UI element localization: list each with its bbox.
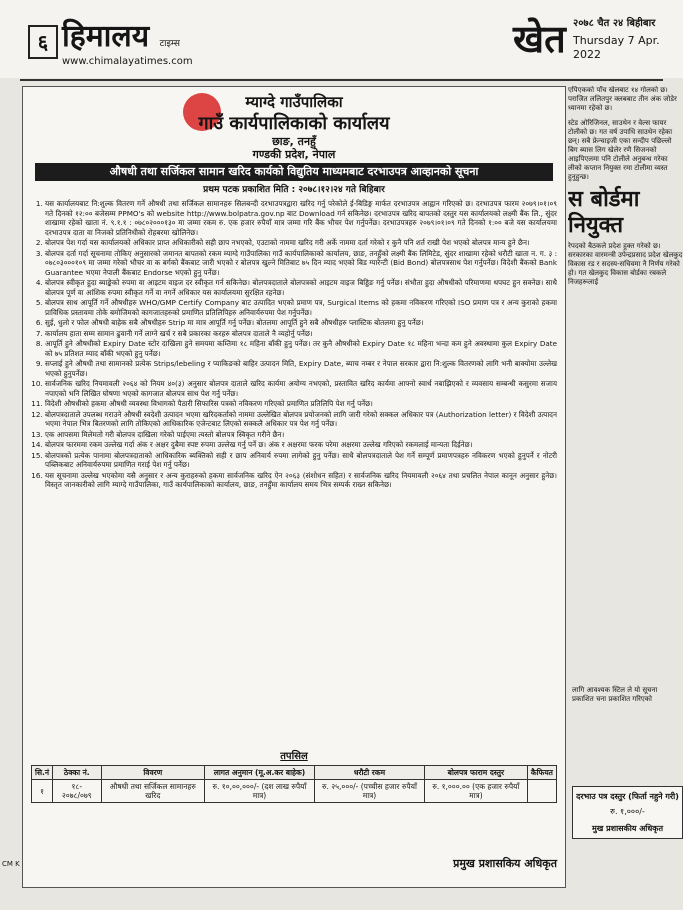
clause: 2. बोलपत्र पेश गर्दा यस कार्यालयको अधिकार प्राप्त अधिकारीको सही छाप नभएको, एउटाको नाममा खरिद गरी अर्के नाममा दर्ता गरेको र कुनै पनि शर्त राखी पेश भएको बोलपत्र मान्य हुने छैन। xyxy=(45,238,557,248)
office-name: गाउँ कार्यपालिकाको कार्यालय xyxy=(198,113,390,134)
header-divider xyxy=(20,79,663,81)
adjacent-column xyxy=(568,86,683,886)
table-header-row xyxy=(32,766,557,780)
brand-subtitle: टाइम्स xyxy=(159,39,180,49)
col-form-fee: बोलपत्र फाराम दस्तुर xyxy=(424,766,527,780)
website-url: www.chimalayatimes.com xyxy=(62,56,193,67)
clause: 1. यस कार्यालयबाट नि:शुल्क वितरण गर्ने औषधी तथा सर्जिकल सामानहरु सिलबन्दी दरभाउपत्रद्वारा खरिद गर्नु परेकोले ई-बिडिङ्ग मार्फत दरभाउपत्र आह्वान गरिएको छ। दरभाउपत्र फारम २०७९।०१।०९ गते दिनको १२:०० बजेसम्म PPMO's को website http://www.bolpatra.gov.np बाट Download गर्न सकिनेछ। दरभाउपत्र खरिद बापतको दस्तुर यस कार्यालयको लक्ष्मी बैंक लि., सुंदर शाखामा रहेको खाता नं. ९.१.१ : ०७८०२०००१३० मा जम्मा रकम रु. एक हजार रुपैयाँ मात्र जम्मा गरि बैंक भौचर पेश गर्नुपर्नेछ। दरभाउपत्रहरु २०७९।०१।०९ गते दिनको १:०० बजे यस कार्यालयमा दरभाउपत्र दाता वा निजको प्रतिनिधीको रोहबरमा खोलिनेछ। xyxy=(45,199,557,237)
clause: 16. यस सूचनामा उल्लेख भएकोमा यसै अनुसार र अन्य कुराहरुको हकमा सार्वजनिक खरिद ऐन २०६३ (संशोधन सहित) र सार्वजनिक खरिद नियमावली २०६४ तथा प्रचलित नेपाल कानून अनुसार हुनेछ। विस्तृत जानकारीको लागि म्याग्दे गाउँपालिका, गाउँ कार्यपालिकाको कार्यालय, छाङ, तनहुँमा कार्यालय समय भित्र सम्पर्क राख्न सकिनेछ। xyxy=(45,471,557,490)
office-place: छाङ, तनहुँ xyxy=(272,135,316,148)
newspaper-brand: हिमालय टाइम्स xyxy=(62,19,180,54)
fee-box-footer: मुख प्रशासकीय अधिकृत xyxy=(591,824,664,833)
col-remarks: कैफियत xyxy=(527,766,556,780)
table-row xyxy=(32,780,557,803)
date-nepali: २०७८ चैत २४ बिहीबार xyxy=(573,18,656,29)
date-english: Thursday 7 Apr. 2022 xyxy=(573,34,660,61)
newspaper-masthead xyxy=(0,0,683,78)
clause: 8. आपूर्ति हुने औषधीको Expiry Date स्टोर दाखिला हुने समयमा कम्तिमा १८ महिना बाँकी हुनु पर्नेछ। तर कुनै औषधीको Expiry Date १८ महिना भन्दा कम हुने अवस्थामा कुल Expiry Date को ७५ प्रतिशत म्याद बाँकी भएको हुनु पर्नेछ। xyxy=(45,339,557,358)
fee-box xyxy=(572,786,683,839)
section-name: खेत xyxy=(513,16,566,61)
col-cost-estimate: लागत अनुमान (मू.अ.कर बाहेक) xyxy=(204,766,314,780)
clause: 12. बोलपत्रदाताले उपलब्ध गराउने औषधी स्वदेशी उत्पादन भएमा खरिदकर्ताको नाममा उल्लेखित बोलपत्र प्रयोजनको लागि जारी गरेको सक्कल अधिकार पत्र (Authorization letter) र विदेशी उत्पादन भएमा नेपाल भित्र बितरणको लागि तोकिएको आधिकारिक एजेन्टबाट लिएको सक्कलै अधिकार पत्र पेश गर्नु पर्नेछ। xyxy=(45,410,557,429)
col-deposit: धरौटी रकम xyxy=(314,766,424,780)
schedule-title: तपसिल xyxy=(280,751,308,762)
fee-box-value: रु. १,०००/- xyxy=(610,807,645,816)
clause: 14. बोलपत्र फारममा रकम उल्लेख गर्दा अंक र अक्षर दुबैमा स्पष्ट रुपमा उल्लेख गर्नु पर्ने छ। अंक र अक्षरमा फरक परेमा अक्षरमा उल्लेख गरिएको रकमलाई मान्यता दिईनेछ। xyxy=(45,440,557,450)
cell-remarks xyxy=(527,780,556,803)
col-sn: सि.नं xyxy=(32,766,53,780)
side-snippet: स्टेड ओरिजिनल, साउथेन र वेल्स फायर टोलीको छ। गत वर्ष उपाधि साउथेन रहेका छन्। सबै फ्रेन्चाइजी एका सन्दीप पछिल्लो बिग ब्यास लिग खेलेर रणै सिजनको आइपिएलमा पनि टोलीले अनुबन्ध गरेका लीको कप्तान नियुक्त रमा टोलीमा व्यस्त हुनुहुन्छ। xyxy=(568,119,673,181)
clause: 15. बोलपत्रको प्रत्येक पानामा बोलपत्रदाताको आधिकारिक ब्यक्तिको सही र छाप अनिवार्य रुपमा लागेको हुनु पर्नेछ। साथै बोलपत्रदाताले पेश गर्ने सम्पूर्ण प्रमाणपत्रहरु नविकरण भएको हुनुपर्ने र नोटरी पब्लिकबाट अनिवार्यरुपमा प्रमाणित गराई पेश गर्नु पर्नेछ। xyxy=(45,451,557,470)
himalaya-logo-icon: ६ xyxy=(28,25,58,59)
signatory: प्रमुख प्रशासकिय अधिकृत xyxy=(453,857,557,870)
cell-description: औषधी तथा सर्जिकल सामानहरु खरिद xyxy=(101,780,204,803)
tender-notice xyxy=(22,86,566,888)
publication-date: प्रथम पटक प्रकाशित मिति : २०७८।१२।२४ गते बिहिबार xyxy=(203,185,385,195)
clause: 13. एक आपसमा मिलेमतो गरी बोलपत्र दाखिला गरेको पाईएमा त्यस्तो बोलपत्र स्विकृत गरीने छैन। xyxy=(45,430,557,440)
clause: 3. बोलपत्र दर्ता गर्दा सूचनामा तोकिए अनुसारको जमानत बापतको रकम म्याग्दे गाउँपालिका गाउँ कार्यपालिकाको कार्यालय, छाङ, तनहुँको लक्ष्मी बैंक लिमिटेड, सुंदर शाखामा रहेको धरौटी खाता न. ग. ३ : ०७८०३०००१०९ मा जम्मा गरेको भौचर वा क बर्गको बैंकबाट जारी भएको र बोलपत्र खुल्ने मितिबाट ७५ दिन म्याद भएको बिड ग्यारेन्टी (Bid Bond) बोलपत्रसाथ पेश गर्नुपर्नेछ। विदेशी बैंकको Bank Guarantee भएमा नेपाली बैंकबाट Endorse भएको हुनु पर्नेछ। xyxy=(45,249,557,278)
org-name: म्याग्दे गाउँपालिका xyxy=(245,93,343,111)
col-contract-no: ठेक्का नं. xyxy=(53,766,102,780)
clause: 7. कार्यालय हाता सम्म सामान ढुवानी गर्ने लाग्ने खर्च र सबै प्रकारका करहरु बोलपत्र दाताले नै व्यहोर्नु पर्नेछ। xyxy=(45,329,557,339)
clause: 9. सप्लाई हुने औषधी तथा सामानको प्रत्येक Strips/lebeling र प्याकिङको बाहिर उत्पादन मिति, Expiry Date, ब्याच नम्बर र नेपाल सरकार द्वारा नि:शुल्क वितरणको लागि भनी बाक्योमा उल्लेख भएको हुनुपर्नेछ। xyxy=(45,359,557,378)
cell-sn: १ xyxy=(32,780,53,803)
clause: 11. विदेशी औषधीको हकमा औषधी व्यवस्था विभागको पैठारी सिफारिस पत्रको नविकरण गरिएको प्रमाणित प्रतिलिपि पेश गर्नु पर्नेछ। xyxy=(45,399,557,409)
print-margin-mark: CM K xyxy=(2,860,20,868)
fee-box-label: दरभाउ पत्र दस्तुर (फिर्ता नहुने गरी) xyxy=(576,792,679,801)
tender-schedule-table xyxy=(31,765,557,803)
notice-title-banner: औषधी तथा सर्जिकल सामान खरिद कार्यको विद्युतिय माध्यमबाट दरभाउपत्र आव्हानको सूचना xyxy=(35,163,553,181)
clause: 10. सार्वजनिक खरिद नियमावली २०६४ को नियम ४०(३) अनुसार बोलपत्र दाताले खरिद कार्यमा अयोग्य नभएको, प्रस्तावित खरिद कार्यमा आफ्नो स्वार्थ नबाझिएको र व्यवसाय सम्बन्धी कसुरमा सजाय नपाएको भनि लिखित घोषणा भएको कागजात बोलपत्र साथ पेश गर्नु पर्नेछ। xyxy=(45,379,557,398)
side-snippet: रेपदको बैठकले प्रदेश हुक्त गरेको छ। सरकारका वारमन्त्री उपेन्द्रप्रसाद प्रदेश खेलकुद विकास रड र सदस्य-सचिवमा नै निर्णय गरेको हो। गत खेलकुद विकास बोर्डका रबकले निजहरूलाई xyxy=(568,242,683,286)
clause: 5. बोलपत्र साथ आपूर्ति गर्ने औषधीहरु WHO/GMP Certify Company बाट उत्पादित भएको प्रमाण पत्र, Surgical Items को हकमा नविकरण गरिएको ISO प्रमाण पत्र र अन्य कुराको हकमा प्राविधिक प्रस्तावमा तोके बमोजिमको कागजातहरुको प्रमाणित प्रतिलिपिहरु अनिवार्यरुपमा पेश गर्नुपर्नेछ। xyxy=(45,298,557,317)
clause: 6. सुई, धुलो र फोल औषधी बाहेक सबै औषधीहरु Strip मा मात्र आपूर्ति गर्नु पर्नेछ। बोतलमा आपूर्ति हुने सबै औषधीहरु प्लास्टिक बोतलमा हुनु पर्नेछ। xyxy=(45,318,557,328)
side-snippet: लागि आवश्यक स्टिल ले यो सूचना प्रकाशित चना प्रकाशित गरिएको xyxy=(572,686,658,703)
province-name: गण्डकी प्रदेश, नेपाल xyxy=(252,148,336,161)
clause: 4. बोलपत्र स्वीकृत हुदा ब्याङ्केको रुपमा वा आइटम वाइज दर स्वीकृत गर्न सकिनेछ। बोलपत्रदाताले बोलपत्रको आइटम वाइज बिड्डिङ गर्नु पर्नेछ। संभौता हुदा औषधीको परिमाणमा थपघट हुन सक्नेछ। साथै बोलपत्र पूर्ण वा आंशिक रुपमा स्वीकृत गर्ने वा नगर्ने अधिकार यस कार्यालयमा सुरक्षित रहनेछ। xyxy=(45,278,557,297)
cell-contract-no: १८- २०७८/०७९ xyxy=(53,780,102,803)
cell-deposit: रु. २५,०००/- (पच्चीस हजार रुपैयाँ मात्र) xyxy=(314,780,424,803)
side-snippet: एपिएकको पाँच खेलबाट १४ गोलको छ। पराजित ललितपुर क्लबबाट तीन अंक जोडेर ध्यानमा रहेको छ। xyxy=(568,86,677,112)
col-description: विवरण xyxy=(101,766,204,780)
cell-cost-estimate: रु. १०,००,०००/- (दश लाख रुपैयाँ मात्र) xyxy=(204,780,314,803)
cell-form-fee: रु. १,०००.०० (एक हजार रुपैयाँ मात्र) xyxy=(424,780,527,803)
notice-body xyxy=(31,199,557,747)
side-headline: स बोर्डमा नियुक्त xyxy=(568,186,640,238)
